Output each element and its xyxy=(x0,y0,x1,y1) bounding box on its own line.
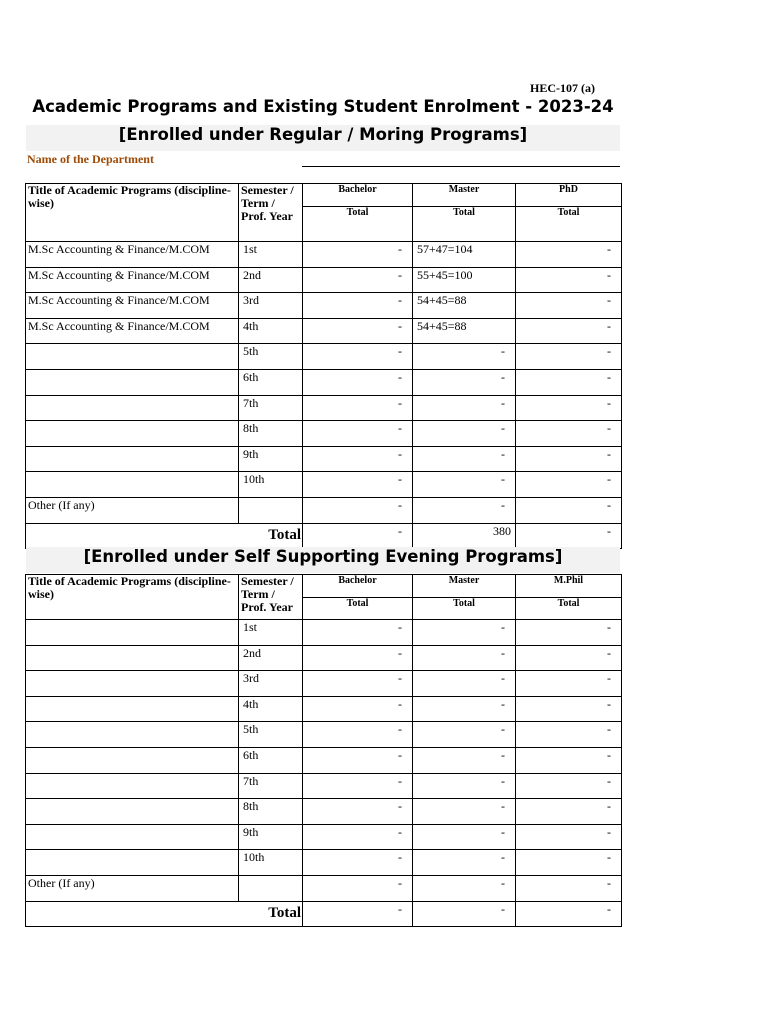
col2-value-cell[interactable]: - xyxy=(413,824,516,850)
col2-value-cell[interactable]: - xyxy=(413,773,516,799)
semester-cell: 8th xyxy=(239,799,303,825)
program-cell[interactable]: M.Sc Accounting & Finance/M.COM xyxy=(26,318,239,344)
header-col1: Bachelor xyxy=(303,184,413,207)
col2-value-cell[interactable]: - xyxy=(413,472,516,498)
col2-value-cell[interactable]: - xyxy=(413,446,516,472)
table-row xyxy=(26,773,622,799)
total-col2-cell: 380 xyxy=(413,523,516,549)
col3-value-cell[interactable]: - xyxy=(516,242,622,268)
col3-value-cell[interactable]: - xyxy=(516,318,622,344)
page-title: Academic Programs and Existing Student Enrolment - 2023-24 xyxy=(32,97,614,116)
col1-value-cell[interactable]: - xyxy=(303,773,413,799)
col1-value-cell[interactable]: - xyxy=(303,722,413,748)
col1-value-cell[interactable]: - xyxy=(303,267,413,293)
table-row xyxy=(26,620,622,646)
col3-value-cell[interactable]: - xyxy=(516,267,622,293)
table-row xyxy=(26,267,622,293)
col2-value-cell[interactable]: - xyxy=(413,421,516,447)
semester-cell: 8th xyxy=(239,421,303,447)
semester-cell: 1st xyxy=(239,620,303,646)
col1-value-cell[interactable]: - xyxy=(303,696,413,722)
other-col1-cell[interactable]: - xyxy=(303,875,413,901)
header-col1: Bachelor xyxy=(303,575,413,598)
total-col3-cell: - xyxy=(516,901,622,927)
section-heading-regular: [Enrolled under Regular / Moring Programs] xyxy=(26,125,620,151)
header-semester: Semester / Term / Prof. Year xyxy=(239,575,303,620)
col1-value-cell[interactable]: - xyxy=(303,242,413,268)
col3-value-cell[interactable]: - xyxy=(516,421,622,447)
enrolment-table-regular xyxy=(25,183,622,549)
col1-value-cell[interactable]: - xyxy=(303,421,413,447)
table-row xyxy=(26,395,622,421)
col3-value-cell[interactable]: - xyxy=(516,293,622,319)
header-program-title: Title of Academic Programs (discipline-wise) xyxy=(26,575,239,620)
col3-value-cell[interactable]: - xyxy=(516,722,622,748)
semester-cell: 2nd xyxy=(239,645,303,671)
header-col1-total: Total xyxy=(303,598,413,620)
program-cell[interactable]: M.Sc Accounting & Finance/M.COM xyxy=(26,242,239,268)
col2-value-cell[interactable]: - xyxy=(413,799,516,825)
col1-value-cell[interactable]: - xyxy=(303,671,413,697)
semester-cell: 1st xyxy=(239,242,303,268)
semester-cell: 2nd xyxy=(239,267,303,293)
other-semester-cell[interactable] xyxy=(239,875,303,901)
program-cell[interactable] xyxy=(26,722,239,748)
program-cell[interactable] xyxy=(26,850,239,876)
program-cell[interactable] xyxy=(26,645,239,671)
table-row xyxy=(26,799,622,825)
program-cell[interactable] xyxy=(26,696,239,722)
header-col2-total: Total xyxy=(413,598,516,620)
table-row xyxy=(26,747,622,773)
semester-cell: 6th xyxy=(239,747,303,773)
col2-value-cell[interactable]: 55+45=100 xyxy=(413,267,516,293)
col2-value-cell[interactable]: 57+47=104 xyxy=(413,242,516,268)
header-col3: PhD xyxy=(516,184,622,207)
total-row xyxy=(26,523,622,549)
semester-cell: 5th xyxy=(239,722,303,748)
semester-cell: 7th xyxy=(239,773,303,799)
semester-cell: 4th xyxy=(239,696,303,722)
header-col3-total: Total xyxy=(516,598,622,620)
header-col2: Master xyxy=(413,184,516,207)
table-row xyxy=(26,472,622,498)
program-cell[interactable]: M.Sc Accounting & Finance/M.COM xyxy=(26,293,239,319)
program-cell[interactable] xyxy=(26,369,239,395)
col3-value-cell[interactable]: - xyxy=(516,824,622,850)
col3-value-cell[interactable]: - xyxy=(516,850,622,876)
program-cell[interactable] xyxy=(26,799,239,825)
other-col3-cell[interactable]: - xyxy=(516,497,622,523)
semester-cell: 3rd xyxy=(239,671,303,697)
semester-cell: 5th xyxy=(239,344,303,370)
total-col2-cell: - xyxy=(413,901,516,927)
col1-value-cell[interactable]: - xyxy=(303,344,413,370)
header-col3-total: Total xyxy=(516,207,622,242)
department-label: Name of the Department xyxy=(27,152,154,166)
header-col1-total: Total xyxy=(303,207,413,242)
table-row xyxy=(26,242,622,268)
other-col2-cell[interactable]: - xyxy=(413,497,516,523)
col2-value-cell[interactable]: 54+45=88 xyxy=(413,318,516,344)
table-row xyxy=(26,824,622,850)
total-label: Total xyxy=(26,901,303,927)
col2-value-cell[interactable]: - xyxy=(413,696,516,722)
program-cell[interactable] xyxy=(26,421,239,447)
header-program-title: Title of Academic Programs (discipline-wise) xyxy=(26,184,239,242)
program-cell[interactable] xyxy=(26,620,239,646)
col3-value-cell[interactable]: - xyxy=(516,645,622,671)
table-row xyxy=(26,293,622,319)
col3-value-cell[interactable]: - xyxy=(516,369,622,395)
program-cell[interactable] xyxy=(26,824,239,850)
col1-value-cell[interactable]: - xyxy=(303,850,413,876)
col2-value-cell[interactable]: - xyxy=(413,369,516,395)
col1-value-cell[interactable]: - xyxy=(303,369,413,395)
program-cell[interactable] xyxy=(26,747,239,773)
enrolment-table-evening xyxy=(25,574,622,927)
header-col2: Master xyxy=(413,575,516,598)
semester-cell: 7th xyxy=(239,395,303,421)
semester-cell: 10th xyxy=(239,850,303,876)
col1-value-cell[interactable]: - xyxy=(303,472,413,498)
form-code: HEC-107 (a) xyxy=(530,81,595,95)
table-row xyxy=(26,421,622,447)
other-col2-cell[interactable]: - xyxy=(413,875,516,901)
col2-value-cell[interactable]: - xyxy=(413,620,516,646)
table-row xyxy=(26,645,622,671)
col1-value-cell[interactable]: - xyxy=(303,620,413,646)
table-row xyxy=(26,671,622,697)
program-cell[interactable] xyxy=(26,773,239,799)
total-col1-cell: - xyxy=(303,901,413,927)
col1-value-cell[interactable]: - xyxy=(303,446,413,472)
col2-value-cell[interactable]: - xyxy=(413,722,516,748)
table-row xyxy=(26,446,622,472)
program-cell[interactable]: M.Sc Accounting & Finance/M.COM xyxy=(26,267,239,293)
col1-value-cell[interactable]: - xyxy=(303,293,413,319)
col1-value-cell[interactable]: - xyxy=(303,318,413,344)
program-cell[interactable] xyxy=(26,472,239,498)
col3-value-cell[interactable]: - xyxy=(516,395,622,421)
total-col1-cell: - xyxy=(303,523,413,549)
department-name-line[interactable] xyxy=(302,166,620,167)
program-cell[interactable] xyxy=(26,671,239,697)
other-col3-cell[interactable]: - xyxy=(516,875,622,901)
other-label: Other (If any) xyxy=(26,497,239,523)
semester-cell: 4th xyxy=(239,318,303,344)
col2-value-cell[interactable]: - xyxy=(413,395,516,421)
other-label: Other (If any) xyxy=(26,875,239,901)
col3-value-cell[interactable]: - xyxy=(516,620,622,646)
other-row xyxy=(26,875,622,901)
col2-value-cell[interactable]: - xyxy=(413,671,516,697)
table-row xyxy=(26,318,622,344)
col3-value-cell[interactable]: - xyxy=(516,344,622,370)
header-col3: M.Phil xyxy=(516,575,622,598)
col3-value-cell[interactable]: - xyxy=(516,446,622,472)
table-row xyxy=(26,696,622,722)
col1-value-cell[interactable]: - xyxy=(303,799,413,825)
col3-value-cell[interactable]: - xyxy=(516,799,622,825)
other-row xyxy=(26,497,622,523)
table-row xyxy=(26,722,622,748)
other-col1-cell[interactable]: - xyxy=(303,497,413,523)
table-row xyxy=(26,369,622,395)
semester-cell: 6th xyxy=(239,369,303,395)
semester-cell: 3rd xyxy=(239,293,303,319)
semester-cell: 9th xyxy=(239,446,303,472)
program-cell[interactable] xyxy=(26,446,239,472)
other-semester-cell[interactable] xyxy=(239,497,303,523)
col2-value-cell[interactable]: - xyxy=(413,344,516,370)
header-semester: Semester / Term / Prof. Year xyxy=(239,184,303,242)
table-row xyxy=(26,850,622,876)
section-heading-evening: [Enrolled under Self Supporting Evening Programs] xyxy=(26,547,620,573)
col2-value-cell[interactable]: - xyxy=(413,747,516,773)
col2-value-cell[interactable]: 54+45=88 xyxy=(413,293,516,319)
total-label: Total xyxy=(26,523,303,549)
semester-cell: 10th xyxy=(239,472,303,498)
header-col2-total: Total xyxy=(413,207,516,242)
col3-value-cell[interactable]: - xyxy=(516,747,622,773)
col3-value-cell[interactable]: - xyxy=(516,671,622,697)
col1-value-cell[interactable]: - xyxy=(303,747,413,773)
col1-value-cell[interactable]: - xyxy=(303,395,413,421)
total-col3-cell: - xyxy=(516,523,622,549)
program-cell[interactable] xyxy=(26,344,239,370)
program-cell[interactable] xyxy=(26,395,239,421)
col3-value-cell[interactable]: - xyxy=(516,472,622,498)
col2-value-cell[interactable]: - xyxy=(413,645,516,671)
col3-value-cell[interactable]: - xyxy=(516,773,622,799)
semester-cell: 9th xyxy=(239,824,303,850)
total-row xyxy=(26,901,622,927)
col1-value-cell[interactable]: - xyxy=(303,645,413,671)
table-row xyxy=(26,344,622,370)
col1-value-cell[interactable]: - xyxy=(303,824,413,850)
col3-value-cell[interactable]: - xyxy=(516,696,622,722)
col2-value-cell[interactable]: - xyxy=(413,850,516,876)
